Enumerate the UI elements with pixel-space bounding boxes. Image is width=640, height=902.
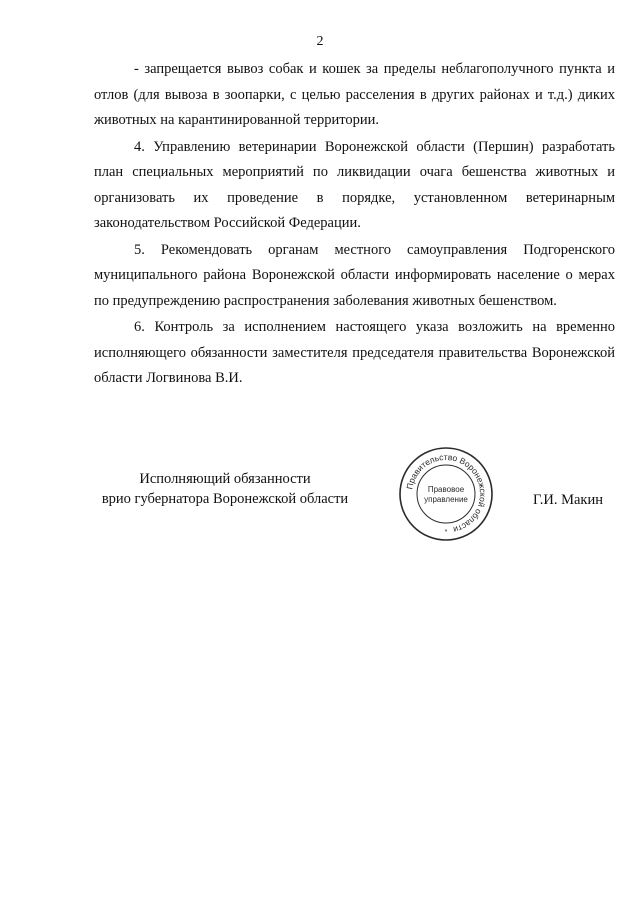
paragraph-veterinary-plan: 4. Управлению ветеринарии Воронежской области (Першин) разработать план специальных мероприятий по ликвидации очага бешенства животных и организовать их проведение в порядке, установленном ветеринарным законодательством Российской Федерации. (94, 138, 615, 231)
stamp-center-line-1: Правовое (427, 485, 465, 494)
signature-position-line-1: Исполняющий обязанности (139, 471, 311, 487)
signature-position-line-2: врио губернатора Воронежской области (101, 491, 349, 507)
paragraph-control-assignment: 6. Контроль за исполнением настоящего указа возложить на временно исполняющего обязанности заместителя председателя правительства Воронежской области Логвинова В.И. (94, 319, 615, 386)
stamp-star: * (444, 529, 448, 536)
signer-name: Г.И. Макин (533, 492, 603, 508)
stamp-ring-text: Правительство Воронежской области (404, 451, 489, 536)
page-number: 2 (316, 34, 324, 49)
signature-position (80, 469, 370, 509)
paragraph-dog-cat-export-ban: - запрещается вывоз собак и кошек за пределы неблагополучного пункта и отлов (для вывоза в зоопарки, с целью расселения в других районах и т.д.) диких животных на карантинированной территории. (94, 61, 615, 128)
document-body (94, 57, 615, 392)
official-stamp (398, 446, 494, 542)
stamp-seal-graphic (398, 446, 494, 542)
stamp-center-line-2: управление (424, 495, 468, 504)
paragraph-local-government-recommendation: 5. Рекомендовать органам местного самоуправления Подгоренского муниципального района Воронежской области информировать население о мерах по предупреждению распространения заболевания животных бешенством. (94, 241, 615, 309)
